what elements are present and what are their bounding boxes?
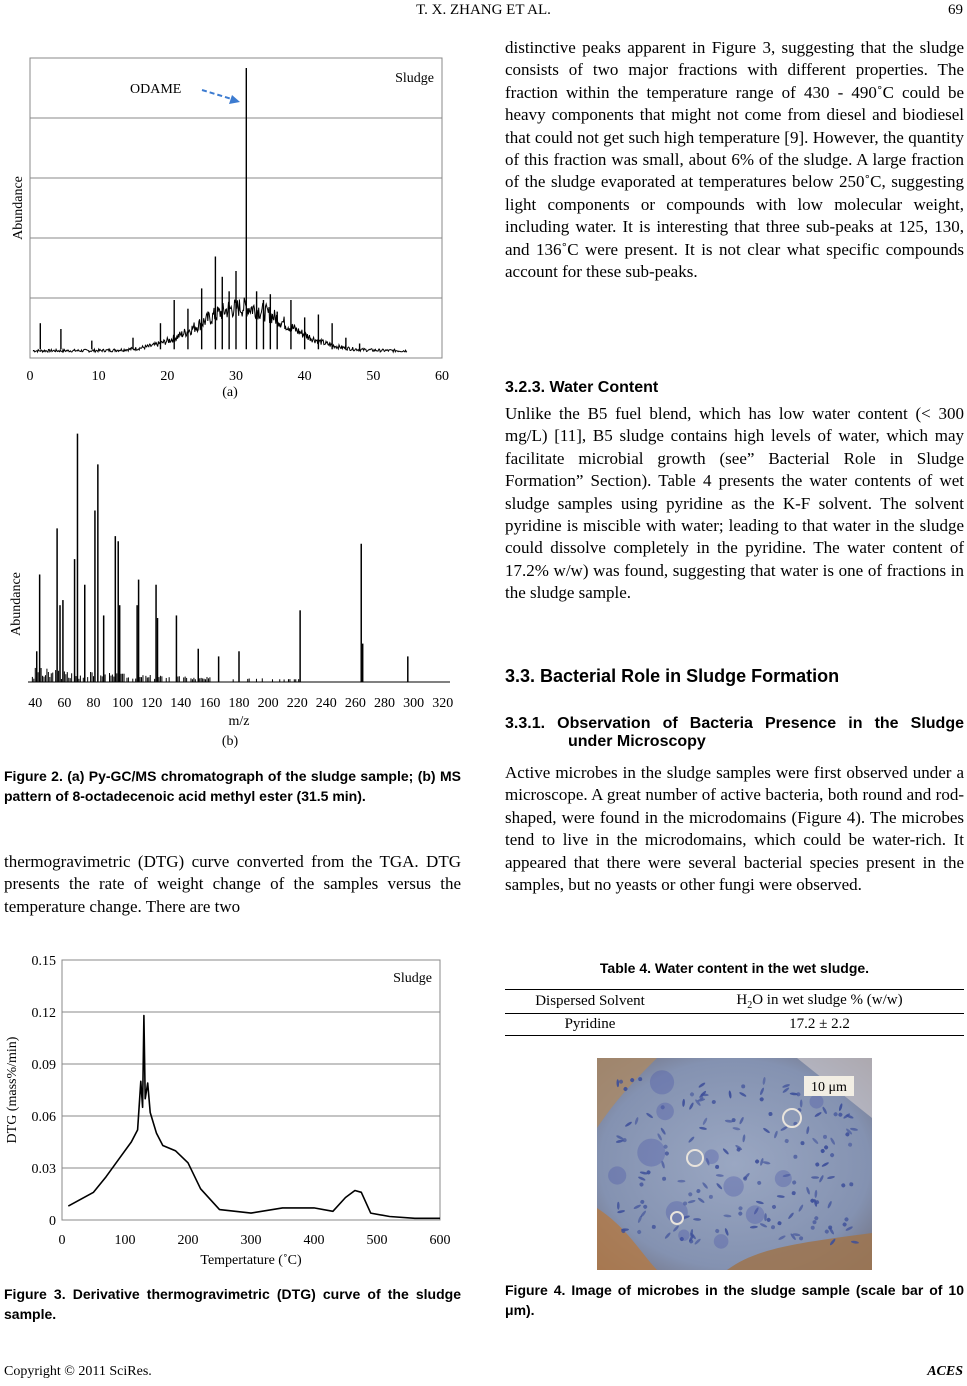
dtg-chart xyxy=(0,948,465,1273)
x-tick-label: 40 xyxy=(297,369,312,380)
microdomain-blob xyxy=(656,1103,674,1121)
paragraph-text: Active microbes in the sludge samples were first observed under a microscope. A great number of active bacteria, both round and rod-shaped, were found in the microdomains (Figure 4). The microbes tend to live in the microdomains, which could be water-rich. It appeared that there were several bacterial species present in the samples, but no yeasts or other fungi were observed. xyxy=(505,763,964,895)
page-number: 69 xyxy=(948,2,963,18)
y-tick-label: 0.09 xyxy=(31,1058,56,1073)
annotation-label: ODAME xyxy=(130,82,182,97)
x-tick-label: 30 xyxy=(229,369,243,380)
y-tick-label: 0 xyxy=(49,1214,56,1229)
x-tick-label: 100 xyxy=(112,696,134,711)
y-tick-label: 0.06 xyxy=(31,1110,56,1125)
microbe-paragraph xyxy=(505,762,964,896)
table-4-caption: Table 4. Water content in the wet sludge. xyxy=(599,960,870,976)
x-tick-label: 220 xyxy=(286,696,308,711)
figure-4-micrograph xyxy=(597,1058,872,1270)
heading-line-1: 3.3.1. Observation of Bacteria Presence in the Sludge xyxy=(505,715,964,732)
paragraph-text: Unlike the B5 fuel blend, which has low water content (< 300 mg/L) [11], B5 sludge contains high levels of water, which may facilitate microbial growth (see” Bacterial Role in Sludge Formation” Section). Table 4 presents the water contents of wet sludge samples using pyridine as the K-F solvent. The solvent pyridine is miscible with water; leading to that water in the sludge could dissolve completely in the pyridine. The water content of 17.2% w/w) was found, suggesting that water is one of fractions in the sludge sample. xyxy=(505,404,964,603)
section-heading-3-2-3: 3.2.3. Water Content xyxy=(505,379,659,396)
figure-2b-label: (b) xyxy=(221,734,239,749)
x-tick-label: 200 xyxy=(177,1233,199,1248)
x-tick-label: 300 xyxy=(403,696,425,711)
journal-name: ACES xyxy=(927,1364,963,1379)
section-heading-3-3: 3.3. Bacterial Role in Sludge Formation xyxy=(505,666,840,686)
x-tick-label: 120 xyxy=(141,696,163,711)
heading-line-2: under Microscopy xyxy=(568,733,706,750)
chromatogram-chart xyxy=(0,40,460,380)
scale-bar-label: 10 μm xyxy=(811,1080,847,1095)
x-tick-label: 300 xyxy=(240,1233,262,1248)
microdomain-blob xyxy=(810,1095,824,1109)
x-tick-label: 50 xyxy=(366,369,381,380)
x-axis-label: m/z xyxy=(228,714,250,729)
y-tick-label: 0.15 xyxy=(31,954,56,969)
figure-2-caption: Figure 2. (a) Py-GC/MS chromatograph of the sludge sample; (b) MS pattern of 8-octadecenoic acid methyl ester (31.5 min). xyxy=(4,768,461,804)
x-tick-label: 40 xyxy=(28,696,43,711)
legend-label: Sludge xyxy=(393,971,432,986)
microdomain-blob xyxy=(637,1139,665,1167)
table-header-water xyxy=(675,990,964,1014)
paragraph-text: distinctive peaks apparent in Figure 3, suggesting that the sludge consists of two major fractions with different properties. The fraction within the temperature range of 430 - 490˚C could be heavy components that might not come from diesel and biodiesel that could not get such high temperature [9]. However, the quantity of this fraction was small, about 6% of the sludge. A large fraction of the sludge evaporated at temperatures below 250˚C, suggesting light components or compounds with low molecular weight, including water. It is interesting that three sub-peaks at 125, 130, and 136˚C were present. It is not clear what specific compounds account for these sub-peaks. xyxy=(505,38,964,282)
paragraph-text: thermogravimetric (DTG) curve converted from the TGA. DTG presents the rate of weight change of the samples versus the temperature change. There are two xyxy=(4,852,461,916)
plot-frame xyxy=(62,960,440,1220)
x-tick-label: 100 xyxy=(114,1233,136,1248)
y-axis-label: Abundance xyxy=(11,176,26,240)
x-tick-label: 500 xyxy=(366,1233,388,1248)
microdomain-blob xyxy=(678,1230,689,1241)
x-tick-label: 60 xyxy=(435,369,449,380)
x-axis-label: Tempertature (˚C) xyxy=(200,1253,302,1268)
x-tick-label: 200 xyxy=(257,696,279,711)
section-heading-3-3-1 xyxy=(505,715,964,751)
x-tick-label: 160 xyxy=(199,696,221,711)
x-tick-label: 140 xyxy=(170,696,192,711)
figure-3-caption: Figure 3. Derivative thermogravimetric (DTG) curve of the sludge sample. xyxy=(4,1286,461,1322)
x-tick-label: 240 xyxy=(315,696,337,711)
copyright-notice: Copyright © 2011 SciRes. xyxy=(4,1364,152,1379)
x-tick-label: 320 xyxy=(432,696,454,711)
water-content-paragraph xyxy=(505,403,964,605)
microdomain-blob xyxy=(704,1149,719,1164)
x-tick-label: 80 xyxy=(86,696,101,711)
microdomain-blob xyxy=(746,1205,765,1224)
annotation-arrow xyxy=(202,90,235,100)
figure-2a xyxy=(0,40,460,380)
microbe-image xyxy=(597,1058,872,1270)
legend-label: Sludge xyxy=(395,71,434,86)
microdomain-blob xyxy=(775,1170,792,1187)
bacterium xyxy=(617,1202,620,1210)
table-row xyxy=(505,1014,964,1036)
mass-spectrum-chart xyxy=(0,420,460,730)
header-subscript: 2 xyxy=(747,1000,753,1011)
x-tick-label: 20 xyxy=(160,369,175,380)
left-paragraph xyxy=(4,851,461,918)
figure-4-caption: Figure 4. Image of microbes in the sludge sample (scale bar of 10 μm). xyxy=(505,1282,964,1318)
x-tick-label: 180 xyxy=(228,696,250,711)
table-header-solvent: Dispersed Solvent xyxy=(535,993,645,1009)
header-h: H xyxy=(736,992,748,1008)
y-axis-label: DTG (mass%/min) xyxy=(5,1036,20,1144)
header-rest: O in wet sludge % (w/w) xyxy=(752,992,903,1008)
x-tick-label: 0 xyxy=(26,369,34,380)
microdomain-blob xyxy=(608,1166,626,1184)
x-tick-label: 280 xyxy=(374,696,396,711)
figure-3 xyxy=(0,948,465,1273)
bacterium xyxy=(677,1180,685,1183)
arrow-head-icon xyxy=(229,95,240,104)
x-tick-label: 600 xyxy=(429,1233,451,1248)
y-axis-label: Abundance xyxy=(9,572,24,636)
y-tick-label: 0.03 xyxy=(31,1162,56,1177)
microdomain-blob xyxy=(723,1176,743,1196)
table-4 xyxy=(505,989,964,1036)
right-paragraph-1 xyxy=(505,37,964,283)
x-tick-label: 0 xyxy=(58,1233,66,1248)
microdomain-blob xyxy=(714,1234,729,1249)
running-head: T. X. ZHANG ET AL. xyxy=(416,2,551,18)
x-tick-label: 10 xyxy=(91,369,106,380)
figure-2a-label: (a) xyxy=(222,385,238,400)
y-tick-label: 0.12 xyxy=(31,1006,56,1021)
baseline-trace xyxy=(33,298,407,353)
page-header xyxy=(0,2,967,24)
x-tick-label: 400 xyxy=(303,1233,325,1248)
table-cell-value: 17.2 ± 2.2 xyxy=(789,1016,850,1032)
table-cell-solvent: Pyridine xyxy=(564,1016,616,1032)
figure-2b xyxy=(0,420,460,730)
dtg-curve xyxy=(68,1016,440,1219)
page-footer xyxy=(0,1364,967,1386)
microdomain-blob xyxy=(650,1070,674,1094)
x-tick-label: 260 xyxy=(344,696,366,711)
table-header-row xyxy=(505,990,964,1014)
x-tick-label: 60 xyxy=(57,696,72,711)
